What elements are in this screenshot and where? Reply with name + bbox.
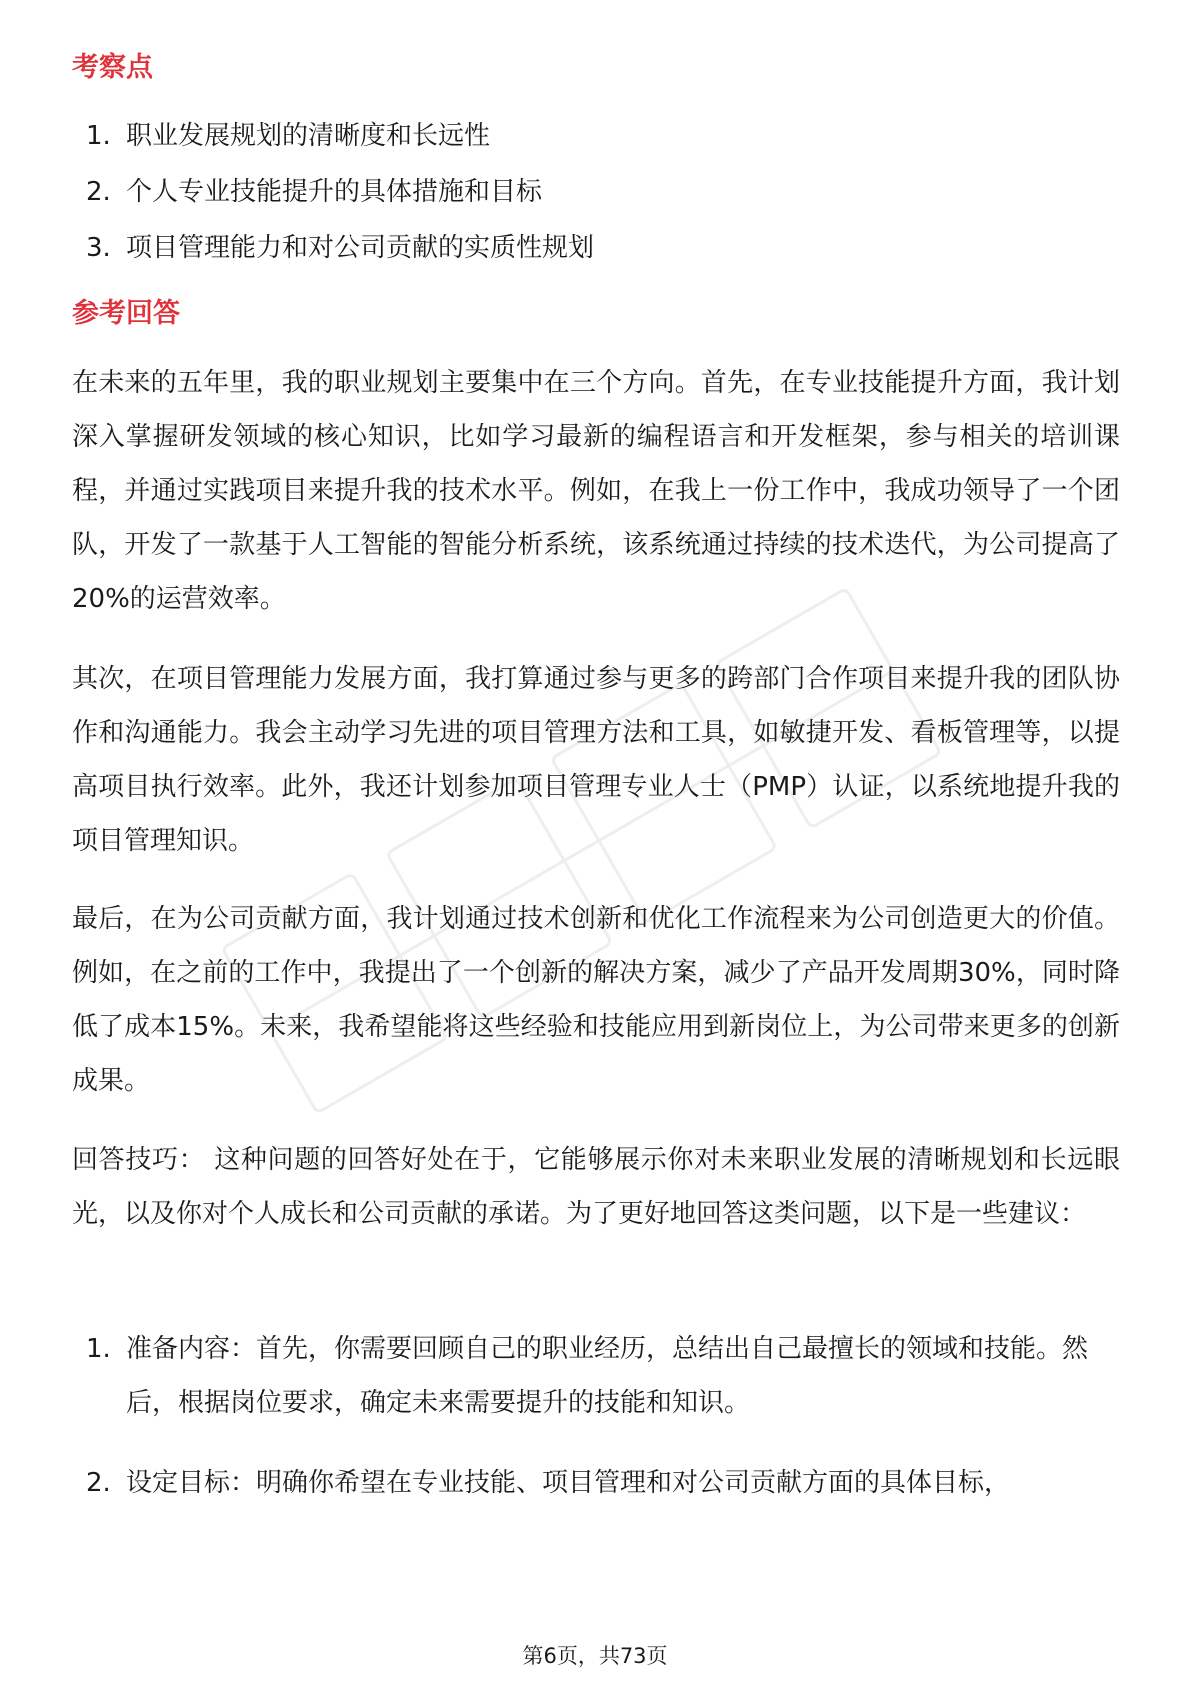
list-item bbox=[72, 164, 1120, 220]
list-text: 准备内容：首先，你需要回顾自己的职业经历，总结出自己最擅长的领域和技能。然后，根据岗位要求，确定未来需要提升的技能和知识。 bbox=[126, 1334, 1089, 1418]
list-text: 职业发展规划的清晰度和长远性 bbox=[126, 121, 491, 151]
answer-paragraph-2: 其次，在项目管理能力发展方面，我打算通过参与更多的跨部门合作项目来提升我的团队协作和沟通能力。我会主动学习先进的项目管理方法和工具，如敏捷开发、看板管理等，以提高项目执行效率。此外，我还计划参加项目管理专业人士（PMP）认证，以系统地提升我的项目管理知识。 bbox=[72, 664, 1120, 856]
list-text: 个人专业技能提升的具体措施和目标 bbox=[126, 177, 543, 207]
page-footer: 第6页，共73页 bbox=[522, 1644, 668, 1668]
answer-paragraph-1: 在未来的五年里，我的职业规划主要集中在三个方向。首先，在专业技能提升方面，我计划深入掌握研发领域的核心知识，比如学习最新的编程语言和开发框架，参与相关的培训课程，并通过实践项目来提升我的技术水平。例如，在我上一份工作中，我成功领导了一个团队，开发了一款基于人工智能的智能分析系统，该系统通过持续的技术迭代，为公司提高了20%的运营效率。 bbox=[72, 368, 1120, 614]
list-number: 1. bbox=[86, 121, 111, 151]
list-item bbox=[72, 1322, 1120, 1430]
answer-paragraph-3: 最后，在为公司贡献方面，我计划通过技术创新和优化工作流程来为公司创造更大的价值。例如，在之前的工作中，我提出了一个创新的解决方案，减少了产品开发周期30%，同时降低了成本15%。未来，我希望能将这些经验和技能应用到新岗位上，为公司带来更多的创新成果。 bbox=[72, 904, 1120, 1096]
list-text: 设定目标：明确你希望在专业技能、项目管理和对公司贡献方面的具体目标， bbox=[126, 1468, 1011, 1498]
key-points-list bbox=[72, 108, 1120, 276]
reference-answer-heading: 参考回答 bbox=[72, 298, 180, 329]
answer-tips-intro: 回答技巧： 这种问题的回答好处在于，它能够展示你对未来职业发展的清晰规划和长远眼光，以及你对个人成长和公司贡献的承诺。为了更好地回答这类问题，以下是一些建议： bbox=[72, 1145, 1120, 1229]
list-number: 1. bbox=[86, 1334, 111, 1364]
list-item bbox=[72, 220, 1120, 276]
list-text: 项目管理能力和对公司贡献的实质性规划 bbox=[126, 233, 595, 263]
list-item bbox=[72, 108, 1120, 164]
list-item bbox=[72, 1456, 1120, 1510]
tips-list bbox=[72, 1322, 1120, 1536]
key-points-heading: 考察点 bbox=[72, 52, 153, 83]
list-number: 2. bbox=[86, 177, 111, 207]
list-number: 2. bbox=[86, 1468, 111, 1498]
list-number: 3. bbox=[86, 233, 111, 263]
